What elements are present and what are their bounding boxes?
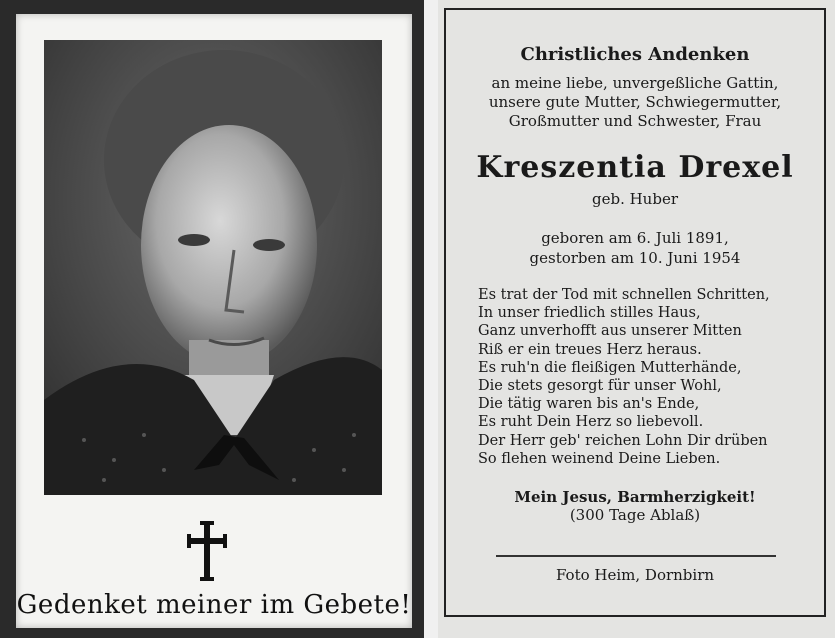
- death-date: gestorben am 10. Juni 1954: [529, 249, 741, 267]
- poem-line: Ganz unverhofft aus unserer Mitten: [478, 323, 742, 340]
- dedication-line: unsere gute Mutter, Schwiegermutter,: [488, 93, 782, 111]
- life-dates: [444, 228, 826, 268]
- birth-date: geboren am 6. Juli 1891,: [541, 229, 729, 247]
- poem-line: Die stets gesorgt für unser Wohl,: [478, 378, 722, 395]
- poem-line: Die tätig waren bis an's Ende,: [478, 396, 700, 413]
- poem-line: Es ruht Dein Herz so liebevoll.: [478, 414, 704, 431]
- dedication: [444, 74, 826, 131]
- portrait-photo: [44, 40, 382, 495]
- card-heading: Christliches Andenken: [520, 44, 750, 65]
- poem-line: Der Herr geb' reichen Lohn Dir drüben: [478, 432, 768, 449]
- portrait-photo-icon: [44, 40, 382, 495]
- poem-line: Es ruh'n die fleißigen Mutterhände,: [478, 359, 742, 376]
- indulgence-line: (300 Tage Ablaß): [569, 506, 701, 524]
- prayer-plea: [444, 488, 826, 524]
- deceased-name: Kreszentia Drexel: [476, 150, 794, 185]
- photographer-credit: Foto Heim, Dornbirn: [555, 566, 715, 584]
- horizontal-rule: [496, 555, 776, 557]
- latin-cross-icon: [187, 521, 227, 581]
- poem-line: So flehen weinend Deine Lieben.: [478, 450, 721, 467]
- poem-line: In unser friedlich stilles Haus,: [478, 305, 701, 322]
- plea-line: Mein Jesus, Barmherzigkeit!: [514, 488, 756, 506]
- maiden-name: geb. Huber: [591, 190, 678, 208]
- poem-line: Es trat der Tod mit schnellen Schritten,: [478, 287, 770, 303]
- card-gap: [424, 0, 438, 638]
- dedication-line: Großmutter und Schwester, Frau: [508, 112, 762, 130]
- dedication-line: an meine liebe, unvergeßliche Gattin,: [491, 74, 779, 92]
- poem-line: Riß er ein treues Herz heraus.: [478, 341, 702, 358]
- memorial-poem: [478, 286, 818, 468]
- prayer-line: Gedenket meiner im Gebete!: [16, 590, 412, 620]
